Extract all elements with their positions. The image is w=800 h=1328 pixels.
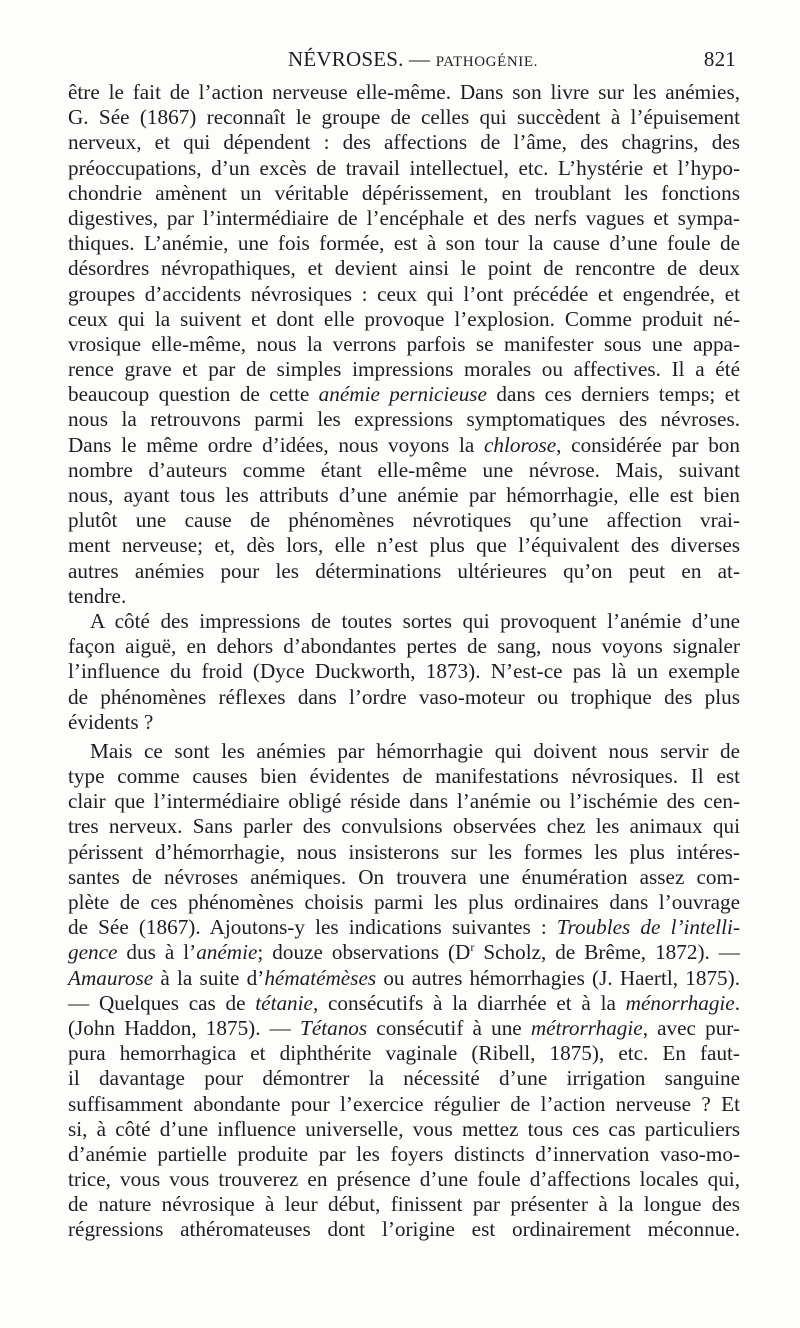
- text-line: [68, 966, 740, 991]
- page-number: 821: [703, 47, 736, 71]
- italic-term: Troubles de l’intelli-: [556, 915, 740, 940]
- running-title-sub: PATHOGÉNIE.: [435, 54, 538, 70]
- text-line: nombre d’auteurs comme étant elle-même une névrose. Mais, suivant: [68, 457, 740, 482]
- running-title-separator: —: [409, 47, 431, 71]
- superscript: r: [470, 940, 475, 955]
- running-header: [70, 45, 740, 75]
- text-run: de Sée (1867). Ajoutons-y les indications suivantes :: [68, 915, 557, 940]
- text-run: Dans le même ordre d’idées, nous voyons la: [68, 432, 484, 457]
- text-line: [68, 382, 740, 407]
- body-text: [68, 80, 740, 1243]
- text-line: trice, vous vous trouverez en présence d’une foule d’affections locales qui,: [68, 1167, 740, 1192]
- text-line: nous, ayant tous les attributs d’une anémie par hémorrhagie, elle est bien: [68, 483, 740, 507]
- text-line: façon aiguë, en dehors d’abondantes pertes de sang, nous voyons signaler: [68, 634, 740, 659]
- text-line: régressions athéromateuses dont l’origine est ordinairement méconnue.: [68, 1217, 740, 1242]
- text-line: périssent d’hémorrhagie, nous insisterons sur les formes les plus intéres-: [68, 839, 740, 864]
- text-line: tres nerveux. Sans parler des convulsions observées chez les animaux qui: [68, 814, 740, 839]
- text-line: chondrie amènent un véritable dépérissement, en troublant les fonctions: [68, 180, 740, 205]
- text-line: de nature névrosique à leur début, finissent par présenter à la longue des: [68, 1192, 740, 1217]
- text-run: , considérée par bon: [556, 432, 740, 457]
- text-line: suffisamment abondante pour l’exercice régulier de l’action nerveuse ? Et: [68, 1091, 740, 1116]
- text-line: d’anémie partielle produite par les foyers distincts d’innervation vaso-mo-: [68, 1141, 740, 1166]
- text-line: plète de ces phénomènes choisis parmi les plus ordinaires dans l’ouvrage: [68, 890, 740, 914]
- running-title-main: NÉVROSES.: [288, 47, 404, 71]
- text-line: thiques. L’anémie, une fois formée, est à son tour la cause d’une foule de: [68, 231, 740, 256]
- text-line: être le fait de l’action nerveuse elle-même. Dans son livre sur les anémies,: [68, 80, 740, 104]
- text-line-last: tendre.: [68, 583, 127, 608]
- text-line: Mais ce sont les anémies par hémorrhagie qui doivent nous servir de: [90, 738, 740, 763]
- italic-term: ménorrhagie: [625, 990, 735, 1015]
- text-line: préoccupations, d’un excès de travail intellectuel, etc. L’hystérie et l’hypo-: [68, 155, 740, 180]
- text-line: [68, 433, 740, 458]
- text-line: [68, 940, 740, 965]
- text-run: beaucoup question de cette: [68, 382, 319, 407]
- text-line: de phénomènes réflexes dans l’ordre vaso-moteur ou trophique des plus: [68, 684, 740, 709]
- text-line: groupes d’accidents névrosiques : ceux qui l’ont précédée et engendrée, et: [68, 281, 740, 306]
- italic-term: hématémèses: [264, 965, 377, 990]
- running-title: [288, 47, 538, 72]
- text-run: Scholz, de Brême, 1872). —: [474, 940, 740, 965]
- text-run: dus à l’: [117, 940, 197, 965]
- text-run: (John Haddon, 1875). —: [68, 1015, 301, 1040]
- text-line: ceux qui la suivent et dont elle provoque l’explosion. Comme produit né-: [68, 306, 740, 331]
- text-line: vrosique elle-même, nous la verrons parfois se manifester sous une appa-: [68, 331, 740, 356]
- text-line: pura hemorrhagica et diphthérite vaginale (Ribell, 1875), etc. En faut-: [68, 1041, 740, 1066]
- italic-term: Amaurose: [68, 965, 154, 990]
- text-line-last: évidents ?: [68, 709, 154, 734]
- text-line: l’influence du froid (Dyce Duckworth, 1873). N’est-ce pas là un exemple: [68, 659, 740, 684]
- text-run: , consécutifs à la diarrhée et à la: [312, 990, 626, 1015]
- text-run: dans ces derniers temps; et: [486, 382, 740, 407]
- text-run: à la suite d’: [153, 965, 265, 990]
- text-line: rence grave et par de simples impressions morales ou affectives. Il a été: [68, 357, 740, 382]
- italic-term: anémie pernicieuse: [318, 382, 487, 407]
- text-line: [68, 915, 740, 940]
- text-line: nous la retrouvons parmi les expressions symptomatiques des névroses.: [68, 407, 740, 432]
- text-run: , avec pur-: [642, 1015, 740, 1040]
- text-line: il davantage pour démontrer la nécessité d’une irrigation sanguine: [68, 1066, 740, 1091]
- text-run: .: [734, 990, 741, 1015]
- text-line: autres anémies pour les déterminations ultérieures qu’on peut en at-: [68, 558, 740, 583]
- italic-term: gence: [68, 940, 118, 965]
- text-run: ; douze observations (D: [257, 940, 471, 965]
- text-line: [68, 991, 740, 1016]
- text-line: [68, 1016, 740, 1041]
- italic-term: métrorrhagie: [530, 1015, 643, 1040]
- text-line: ment nerveuse; et, dès lors, elle n’est plus que l’équivalent des diverses: [68, 533, 740, 558]
- text-line: nerveux, et qui dépendent : des affections de l’âme, des chagrins, des: [68, 130, 740, 155]
- text-line: type comme causes bien évidentes de manifestations névrosiques. Il est: [68, 764, 740, 789]
- text-line: désordres névropathiques, et devient ainsi le point de rencontre de deux: [68, 256, 740, 281]
- italic-term: anémie: [196, 940, 258, 965]
- text-run: consécutif à une: [367, 1015, 531, 1040]
- text-line: clair que l’intermédiaire obligé réside dans l’anémie ou l’ischémie des cen-: [68, 789, 740, 814]
- text-run: — Quelques cas de: [68, 990, 256, 1015]
- italic-term: Tétanos: [300, 1015, 368, 1040]
- text-line: A côté des impressions de toutes sortes qui provoquent l’anémie d’une: [90, 608, 740, 633]
- text-line: G. Sée (1867) reconnaît le groupe de celles qui succèdent à l’épuisement: [68, 105, 740, 130]
- text-run: ou autres hémorrhagies (J. Haertl, 1875).: [376, 965, 740, 990]
- italic-term: chlorose: [483, 432, 557, 457]
- italic-term: tétanie: [255, 990, 313, 1015]
- text-line: digestives, par l’intermédiaire de l’encéphale et des nerfs vagues et sympa-: [68, 205, 740, 230]
- text-line: santes de névroses anémiques. On trouvera une énumération assez com-: [68, 864, 740, 889]
- text-line: si, à côté d’une influence universelle, vous mettez tous ces cas particuliers: [68, 1116, 740, 1141]
- text-line: plutôt une cause de phénomènes névrotiques qu’une affection vrai-: [68, 508, 740, 533]
